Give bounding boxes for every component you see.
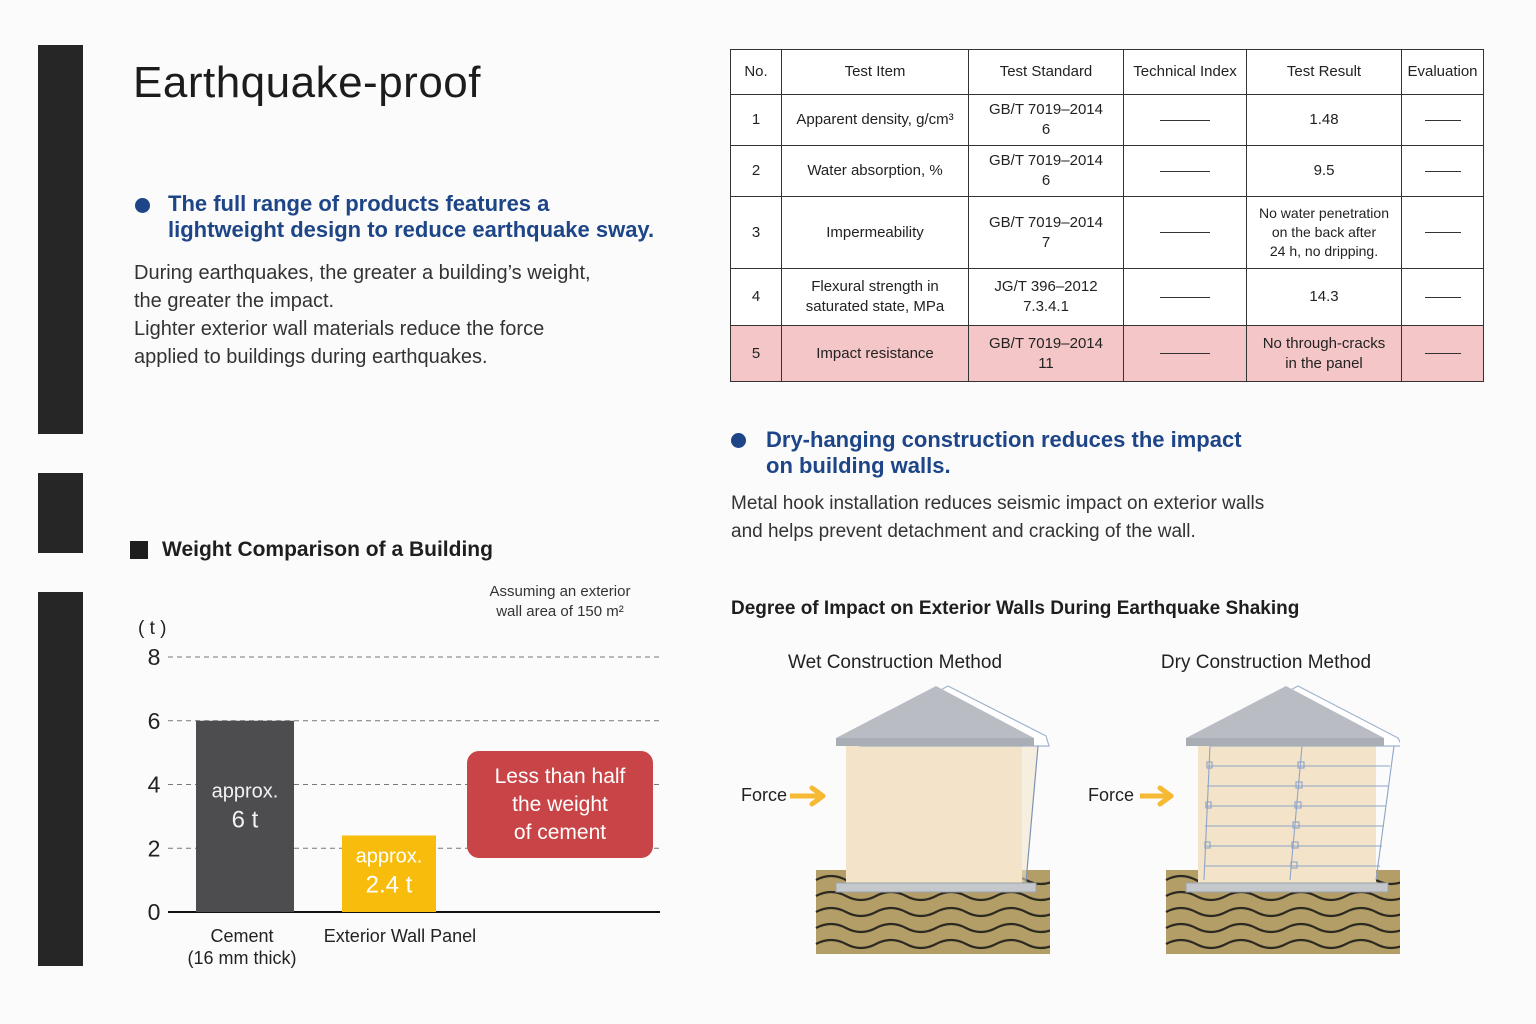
test-table	[730, 49, 1484, 382]
force-label-dry: Force	[1088, 785, 1135, 805]
table-cell-item: Flexural strength in saturated state, MPa	[782, 269, 969, 326]
table-cell-result: 1.48	[1247, 95, 1402, 146]
section1-heading-line2: lightweight design to reduce earthquake sway.	[168, 217, 655, 242]
section2-body-line1: Metal hook installation reduces seismic impact on exterior walls	[731, 493, 1265, 514]
dash-mark	[1160, 297, 1210, 298]
callout-line1: Less than half	[494, 764, 626, 788]
dash-mark	[1425, 297, 1461, 298]
table-header-cell: Evaluation	[1402, 50, 1484, 95]
table-cell-evaluation	[1402, 269, 1484, 326]
bullet-dot-2	[731, 433, 746, 448]
diagram-title: Degree of Impact on Exterior Walls During Earthquake Shaking	[731, 598, 1300, 619]
section1-heading-line1: The full range of products features a	[168, 191, 550, 216]
dash-mark	[1425, 171, 1461, 172]
force-label-wet: Force	[741, 785, 788, 805]
sidebar-bar-bottom	[38, 592, 83, 966]
dash-mark	[1160, 232, 1210, 233]
table-cell-evaluation	[1402, 146, 1484, 197]
table-cell-no: 2	[731, 146, 782, 197]
table-row-highlighted	[731, 326, 1484, 382]
table-row	[731, 197, 1484, 269]
table-cell-index	[1124, 95, 1247, 146]
table-header-cell: Test Item	[782, 50, 969, 95]
section2-body-line2: and helps prevent detachment and cracking of the wall.	[731, 521, 1196, 542]
table-cell-evaluation	[1402, 326, 1484, 382]
table-header-cell: No.	[731, 50, 782, 95]
y-tick-label: 6	[147, 707, 161, 734]
x-category-label: Exterior Wall Panel	[323, 926, 477, 946]
chart-heading-square	[130, 541, 148, 559]
bar-value-label: approx.	[355, 845, 423, 868]
wet-method-label: Wet Construction Method	[787, 652, 1003, 673]
section1-body-line3: Lighter exterior wall materials reduce the force	[134, 318, 545, 340]
chart-heading: Weight Comparison of a Building	[162, 538, 493, 561]
sidebar-bar-middle	[38, 473, 83, 553]
arrow-icon	[1140, 788, 1171, 804]
table-row	[731, 269, 1484, 326]
table-row	[731, 146, 1484, 197]
table-header-cell: Test Result	[1247, 50, 1402, 95]
callout-line3: of cement	[513, 820, 607, 844]
y-tick-label: 0	[147, 899, 161, 925]
table-header-row	[731, 50, 1484, 95]
dash-mark	[1425, 232, 1461, 233]
dash-mark	[1160, 171, 1210, 172]
y-tick-label: 2	[147, 835, 161, 862]
table-cell-standard: GB/T 7019–2014 6	[969, 146, 1124, 197]
table-cell-index	[1124, 197, 1247, 269]
arrow-icon	[790, 788, 823, 804]
table-header-cell: Technical Index	[1124, 50, 1247, 95]
section1-body	[134, 259, 591, 371]
wet-construction-diagram	[790, 670, 1050, 970]
house-wet	[836, 686, 1049, 892]
section1-heading	[168, 191, 654, 243]
sidebar-bar-top	[38, 45, 83, 434]
table-row	[731, 95, 1484, 146]
bar-value-label: 2.4 t	[365, 871, 413, 899]
table-cell-result: 14.3	[1247, 269, 1402, 326]
section2-body	[731, 490, 1264, 546]
dash-mark	[1425, 353, 1461, 354]
y-tick-label: 8	[147, 644, 161, 670]
chart-note-line1: Assuming an exterior	[489, 583, 631, 600]
table-cell-no: 4	[731, 269, 782, 326]
table-cell-item: Apparent density, g/cm³	[782, 95, 969, 146]
dash-mark	[1160, 353, 1210, 354]
section2-heading-line1: Dry-hanging construction reduces the impact	[766, 427, 1242, 452]
section2-heading	[766, 427, 1242, 479]
table-cell-item: Impact resistance	[782, 326, 969, 382]
page-title: Earthquake-proof	[133, 58, 481, 107]
bar-value-label: 6 t	[231, 806, 259, 834]
table-cell-index	[1124, 146, 1247, 197]
table-cell-item: Impermeability	[782, 197, 969, 269]
bullet-dot-1	[135, 198, 150, 213]
section2-heading-line2: on building walls.	[766, 453, 951, 478]
callout-line2: the weight	[512, 792, 608, 816]
x-category-label: Cement	[210, 926, 274, 946]
table-cell-evaluation	[1402, 197, 1484, 269]
section1-body-line1: During earthquakes, the greater a building’s weight,	[134, 262, 591, 284]
dry-construction-diagram	[1140, 670, 1400, 970]
chart-note-line2: wall area of 150 m²	[496, 603, 624, 620]
x-category-label: (16 mm thick)	[187, 948, 297, 968]
section1-body-line2: the greater the impact.	[134, 290, 335, 312]
table-cell-standard: JG/T 396–2012 7.3.4.1	[969, 269, 1124, 326]
table-cell-standard: GB/T 7019–2014 7	[969, 197, 1124, 269]
table-cell-item: Water absorption, %	[782, 146, 969, 197]
table-cell-standard: GB/T 7019–2014 11	[969, 326, 1124, 382]
chart-callout	[467, 751, 653, 858]
dry-method-label: Dry Construction Method	[1160, 652, 1372, 673]
table-header-cell: Test Standard	[969, 50, 1124, 95]
table-cell-evaluation	[1402, 95, 1484, 146]
section1-body-line4: applied to buildings during earthquakes.	[134, 346, 488, 368]
table-cell-no: 3	[731, 197, 782, 269]
table-cell-standard: GB/T 7019–2014 6	[969, 95, 1124, 146]
table-cell-index	[1124, 326, 1247, 382]
table-cell-no: 1	[731, 95, 782, 146]
table-cell-index	[1124, 269, 1247, 326]
dash-mark	[1160, 120, 1210, 121]
house-dry	[1186, 686, 1400, 892]
table-cell-result: No through-cracks in the panel	[1247, 326, 1402, 382]
table-cell-result: No water penetration on the back after 24 h, no dripping.	[1247, 197, 1402, 269]
bar-value-label: approx.	[211, 780, 279, 803]
dash-mark	[1425, 120, 1461, 121]
table-cell-result: 9.5	[1247, 146, 1402, 197]
y-tick-label: 4	[147, 771, 161, 798]
y-axis-unit-label: ( t )	[138, 618, 167, 639]
table-cell-no: 5	[731, 326, 782, 382]
